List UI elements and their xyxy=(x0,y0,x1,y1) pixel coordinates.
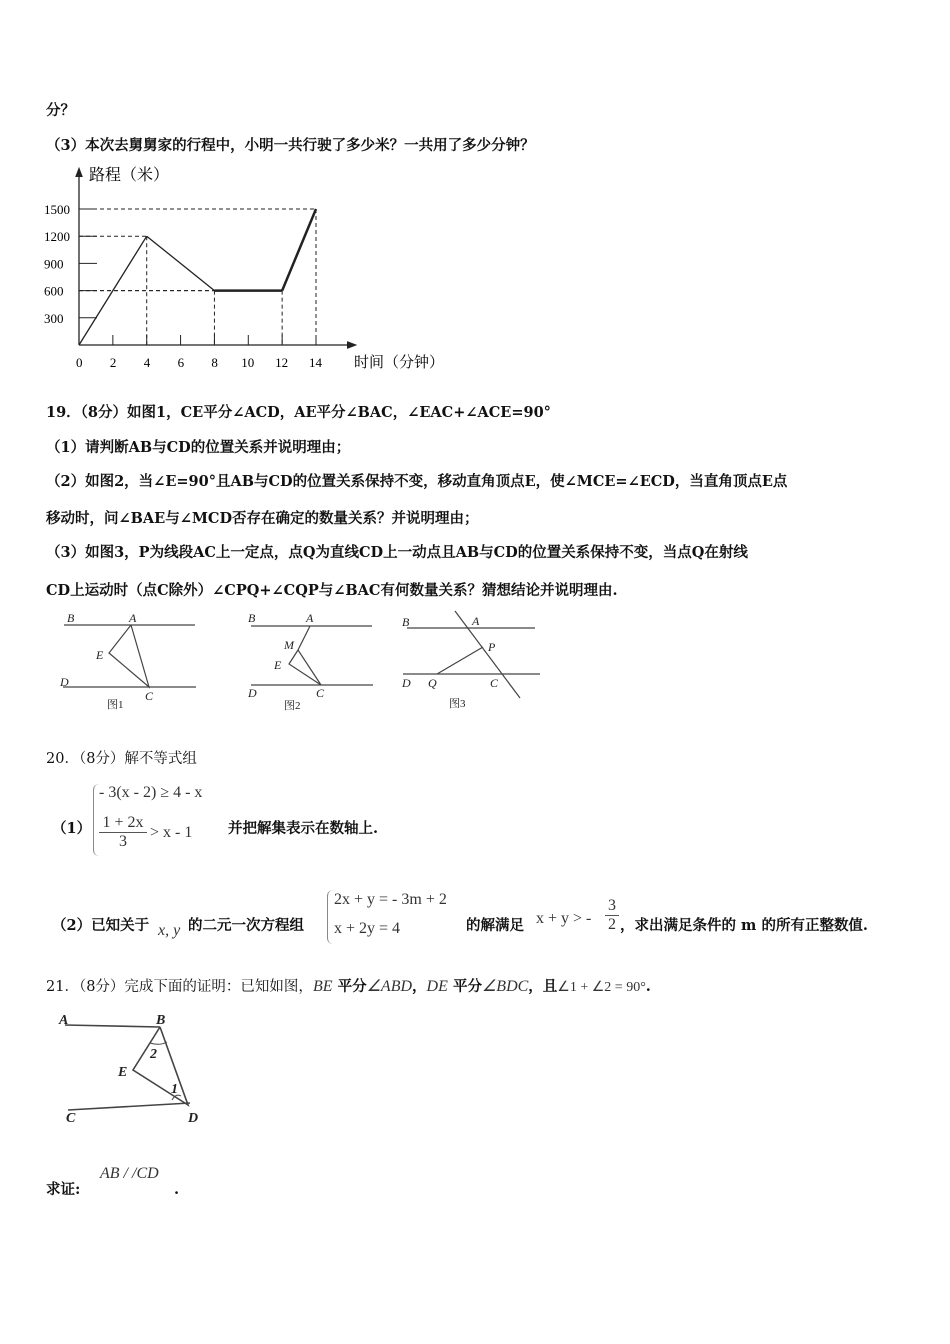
figure-2-caption: 图2 xyxy=(284,700,301,712)
svg-text:C: C xyxy=(66,1111,76,1126)
svg-text:E: E xyxy=(96,648,104,662)
vars-xy: x, y xyxy=(158,922,181,939)
svg-text:C: C xyxy=(145,689,154,703)
x-tick-label: 4 xyxy=(143,355,151,370)
distance-time-chart xyxy=(0,0,950,400)
q19-part2a: （2）如图2，当∠E=90°且AB与CD的位置关系保持不变，移动直角顶点E，使∠MCE=∠ECD，当直角顶点E点 xyxy=(46,473,788,490)
condition: x + y > - xyxy=(536,910,592,927)
figure-1 xyxy=(63,625,196,687)
y-tick-label: 1500 xyxy=(44,202,70,217)
segment-de: DE xyxy=(426,978,448,995)
equation-brace xyxy=(327,890,334,944)
figure-2 xyxy=(251,626,373,685)
svg-text:B: B xyxy=(248,611,256,625)
q19-part2b: 移动时，问∠BAE与∠MCD否存在确定的数量关系？并说明理由； xyxy=(46,510,479,527)
svg-text:E: E xyxy=(118,1065,128,1080)
x-tick-label: 14 xyxy=(309,355,322,370)
q20-part1-label: （1） xyxy=(52,820,92,837)
condition-fraction xyxy=(605,897,619,934)
figure-q21 xyxy=(65,1025,190,1110)
svg-text:2: 2 xyxy=(150,1047,157,1062)
q21-text: 平分 xyxy=(452,978,482,995)
q19-title: 19．（8分）如图1，CE平分∠ACD，AE平分∠BAC，∠EAC+∠ACE=90° xyxy=(46,404,551,421)
inequality-2-fraction xyxy=(99,814,147,851)
x-tick-label: 0 xyxy=(76,355,83,370)
figure-3-caption: 图3 xyxy=(449,698,466,710)
series-segment xyxy=(147,236,215,290)
svg-text:1: 1 xyxy=(171,1082,178,1097)
q19-part1: （1）请判断AB与CD的位置关系并说明理由； xyxy=(46,439,351,456)
svg-text:C: C xyxy=(490,676,499,690)
equation-1: 2x + y = - 3m + 2 xyxy=(334,891,447,908)
angle-condition: ∠1 + ∠2 = 90° xyxy=(557,980,646,995)
prove-statement: AB / /CD xyxy=(100,1165,159,1182)
svg-text:A: A xyxy=(306,611,314,625)
equation-2: x + 2y = 4 xyxy=(334,920,401,937)
q20-part2-b: 的二元一次方程组 xyxy=(188,917,304,934)
svg-text:Q: Q xyxy=(428,676,437,690)
x-tick-label: 8 xyxy=(211,355,218,370)
x-tick-label: 10 xyxy=(241,355,255,370)
q18-tail: 分？ xyxy=(46,102,75,119)
q20-part2-c: 的解满足 xyxy=(466,917,524,934)
svg-text:A: A xyxy=(129,611,137,625)
q20-part2-a: （2）已知关于 xyxy=(52,917,150,934)
x-axis-label: 时间（分钟） xyxy=(354,355,445,371)
y-tick-label: 600 xyxy=(44,283,64,299)
y-axis-label: 路程（米） xyxy=(89,167,170,184)
svg-text:D: D xyxy=(60,675,69,689)
q21-text: 平分 xyxy=(337,978,367,995)
svg-text:D: D xyxy=(402,676,411,690)
q19-part3b: CD上运动时（点C除外）∠CPQ+∠CQP与∠BAC有何数量关系？猜想结论并说明理由. xyxy=(46,582,618,599)
inequality-2-rhs: > x - 1 xyxy=(150,824,193,841)
y-tick-label: 1200 xyxy=(44,229,70,245)
fraction-denominator: 3 xyxy=(119,833,127,850)
inequality-1: - 3(x - 2) ≥ 4 - x xyxy=(99,784,203,801)
q18-part3: （3）本次去舅舅家的行程中，小明一共行驶了多少米？一共用了多少分钟？ xyxy=(46,137,535,154)
figure-1-caption: 图1 xyxy=(107,699,124,711)
svg-text:E: E xyxy=(274,658,282,672)
prove-end: . xyxy=(174,1181,180,1198)
figure-3 xyxy=(403,611,540,698)
q21-text: . xyxy=(645,978,651,995)
angle-abd: ∠ABD xyxy=(366,978,413,995)
q21-text: ， xyxy=(412,978,427,995)
x-tick-label: 2 xyxy=(109,355,117,370)
svg-text:A: A xyxy=(472,614,480,628)
q20-part2-d: ，求出满足条件的 m 的所有正整数值. xyxy=(620,917,868,934)
series-segment xyxy=(282,209,316,291)
q20-title: 20．（8分）解不等式组 xyxy=(46,751,197,767)
svg-text:D: D xyxy=(248,686,257,700)
fraction-numerator: 1 + 2x xyxy=(99,814,147,833)
y-tick-label: 300 xyxy=(44,310,64,326)
fraction-numerator: 3 xyxy=(605,897,619,916)
svg-text:B: B xyxy=(156,1013,166,1028)
q21-text: ，且 xyxy=(528,978,558,995)
q21-title xyxy=(46,976,651,996)
angle-bdc: ∠BDC xyxy=(481,978,529,995)
x-tick-label: 12 xyxy=(275,355,289,370)
x-tick-label: 6 xyxy=(177,355,185,370)
svg-text:A: A xyxy=(59,1013,69,1028)
svg-text:M: M xyxy=(284,638,294,652)
y-tick-label: 900 xyxy=(44,256,64,272)
fraction-denominator: 2 xyxy=(608,916,616,933)
svg-text:D: D xyxy=(188,1111,199,1126)
q20-part1-tail: 并把解集表示在数轴上. xyxy=(228,820,379,837)
svg-text:P: P xyxy=(488,640,496,654)
q19-part3a: （3）如图3，P为线段AC上一定点，点Q为直线CD上一动点且AB与CD的位置关系保持不变，当点Q在射线 xyxy=(46,544,748,561)
prove-label: 求证: xyxy=(46,1181,81,1198)
svg-text:B: B xyxy=(402,615,410,629)
q21-text: 21．（8分）完成下面的证明：已知如图， xyxy=(46,979,313,995)
svg-text:C: C xyxy=(316,686,325,700)
svg-text:B: B xyxy=(67,611,75,625)
segment-be: BE xyxy=(312,978,333,995)
